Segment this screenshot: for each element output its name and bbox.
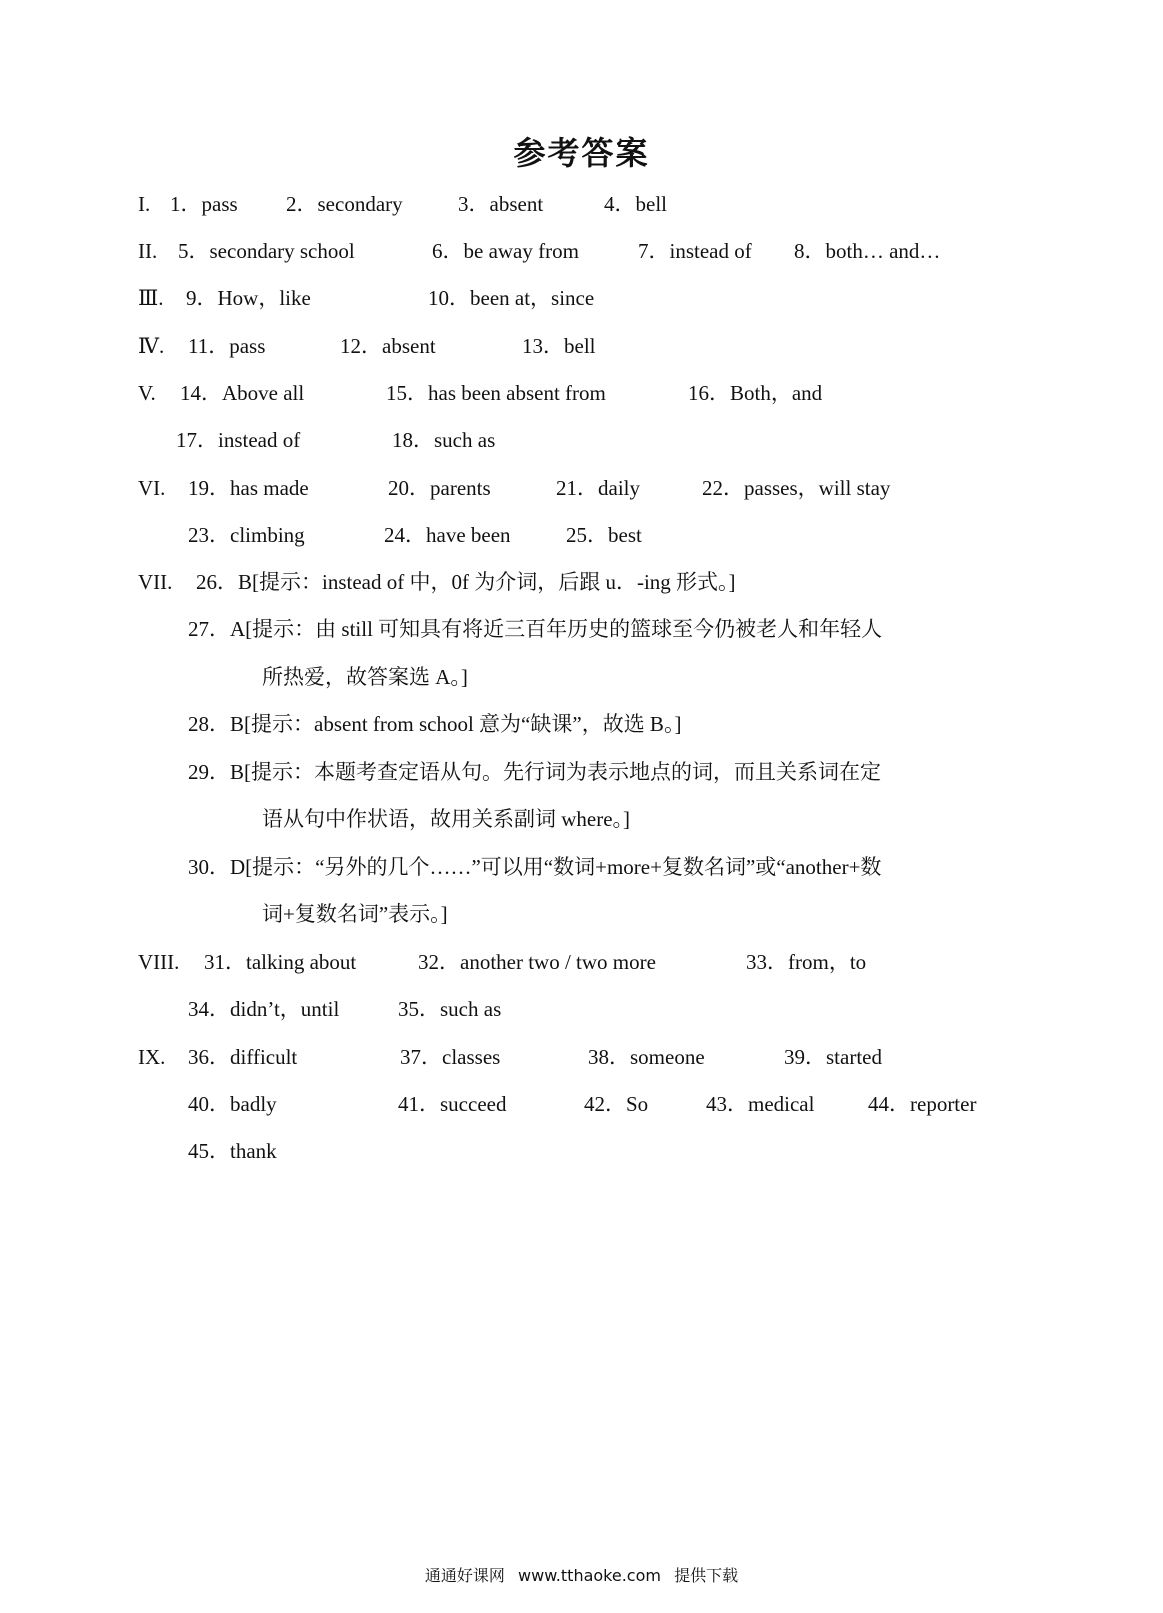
answer-line: 30．D[提示：“另外的几个……”可以用“数词+more+复数名词”或“another+数 (188, 855, 882, 879)
section-number: II. (138, 239, 158, 263)
answer-item: 6．be away from (432, 239, 579, 263)
answer-line: 词+复数名词”表示。] (262, 902, 448, 926)
answer-item: 15．has been absent from (386, 381, 606, 405)
page-title: 参考答案 (513, 134, 650, 172)
answer-item: 13．bell (522, 334, 596, 358)
answer-item: 9．How，like (186, 286, 311, 310)
answer-item: 10．been at，since (428, 286, 595, 310)
section-number: Ⅲ. (138, 286, 164, 310)
answer-item: 1．pass (170, 192, 238, 216)
answer-item: 33．from，to (746, 950, 867, 974)
answer-line: 29．B[提示：本题考查定语从句。先行词为表示地点的词，而且关系词在定 (188, 760, 881, 784)
answer-item: 32．another two / two more (418, 950, 656, 974)
footer-url[interactable]: www.tthaoke.com (518, 1566, 661, 1585)
answer-item: 34．didn’t，until (188, 997, 340, 1021)
answer-item: 36．difficult (188, 1045, 298, 1069)
answer-item: 12．absent (340, 334, 436, 358)
answer-item: 22．passes，will stay (702, 476, 891, 500)
section-number: V. (138, 381, 156, 405)
answer-item: 45．thank (188, 1139, 277, 1163)
section-number: VIII. (138, 950, 180, 974)
answer-item: 42．So (584, 1092, 649, 1116)
answer-item: 4．bell (604, 192, 667, 216)
section-number: IX. (138, 1045, 166, 1069)
section-number: VI. (138, 476, 166, 500)
section-number: I. (138, 192, 151, 216)
answer-line: 27．A[提示：由 still 可知具有将近三百年历史的篮球至今仍被老人和年轻人 (188, 617, 883, 641)
answer-item: 14．Above all (180, 381, 305, 405)
answer-item: 40．badly (188, 1092, 277, 1116)
answer-line: 28．B[提示：absent from school 意为“缺课”，故选 B。] (188, 712, 682, 736)
answer-line: 语从句中作状语，故用关系副词 where。] (262, 807, 631, 831)
answer-item: 17．instead of (176, 428, 301, 452)
answer-item: 3．absent (458, 192, 544, 216)
answer-item: 25．best (566, 523, 642, 547)
answer-item: 19．has made (188, 476, 309, 500)
answer-item: 39．started (784, 1045, 882, 1069)
answer-item: 24．have been (384, 523, 511, 547)
answer-item: 21．daily (556, 476, 640, 500)
answer-item: 8．both… and… (794, 239, 941, 263)
answer-item: 18．such as (392, 428, 496, 452)
answer-item: 43．medical (706, 1092, 815, 1116)
answer-item: 16．Both，and (688, 381, 823, 405)
answer-item: 2．secondary (286, 192, 403, 216)
page-footer (0, 1563, 1163, 1586)
answer-item: 5．secondary school (178, 239, 355, 263)
footer-site-name: 通通好课网 (424, 1566, 505, 1585)
answer-item: 20．parents (388, 476, 491, 500)
answer-item: 44．reporter (868, 1092, 977, 1116)
answer-item: 37．classes (400, 1045, 501, 1069)
answer-item: 35．such as (398, 997, 502, 1021)
answer-item: 11．pass (188, 334, 266, 358)
answer-item: 38．someone (588, 1045, 705, 1069)
answer-item: 31．talking about (204, 950, 357, 974)
answer-item: 41．succeed (398, 1092, 507, 1116)
section-number: VII. (138, 570, 173, 594)
answer-item: 23．climbing (188, 523, 305, 547)
answer-item: 26．B[提示：instead of 中，0f 为介词，后跟 u．-ing 形式。] (196, 570, 736, 594)
footer-suffix: 提供下载 (674, 1566, 739, 1585)
section-number: Ⅳ. (138, 334, 165, 358)
answer-line: 所热爱，故答案选 A。] (262, 665, 468, 689)
answer-item: 7．instead of (638, 239, 752, 263)
